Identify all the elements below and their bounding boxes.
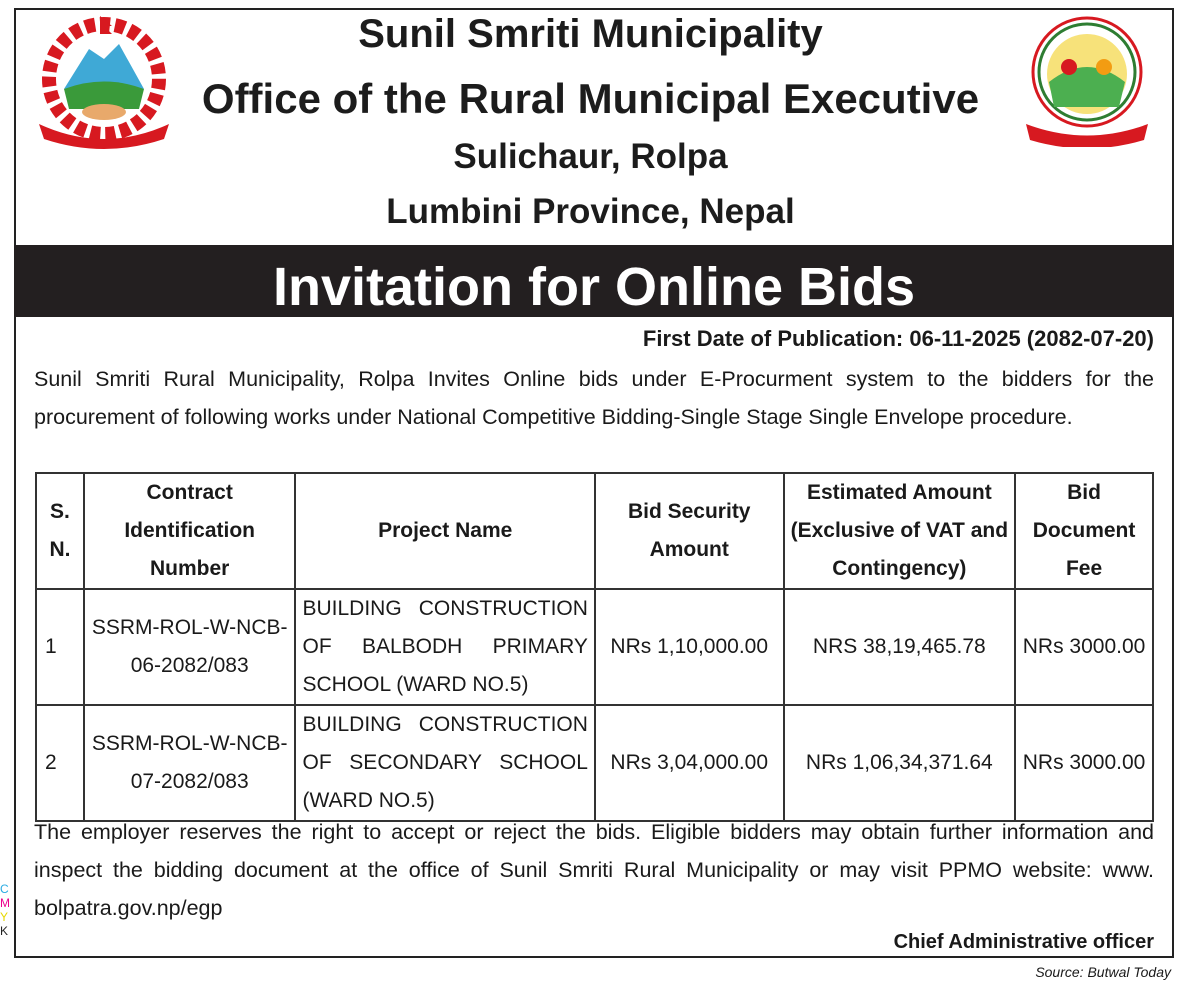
- table-row: [36, 589, 1153, 705]
- header-sn: S. N.: [36, 473, 84, 589]
- header-contract-id: Contract Identification Number: [84, 473, 296, 589]
- cmyk-print-marks: [0, 882, 10, 938]
- cell-document-fee: NRs 3000.00: [1015, 589, 1153, 705]
- header-project-name: Project Name: [295, 473, 594, 589]
- header-estimated-amount: Estimated Amount (Exclusive of VAT and Contingency): [784, 473, 1016, 589]
- cell-bid-security: NRs 3,04,000.00: [595, 705, 784, 821]
- cell-project-name: BUILDING CONSTRUCTION OF BALBODH PRIMARY SCHOOL (WARD NO.5): [295, 589, 594, 705]
- header-document-fee: Bid Document Fee: [1015, 473, 1153, 589]
- municipality-name: Sunil Smriti Municipality: [358, 12, 823, 56]
- notice-title-banner: Invitation for Online Bids: [14, 245, 1174, 317]
- publication-date: First Date of Publication: 06-11-2025 (2082-07-20): [642, 326, 1154, 351]
- cell-estimated-amount: NRs 1,06,34,371.64: [784, 705, 1016, 821]
- cell-sn: 2: [36, 705, 84, 821]
- cell-contract-id: SSRM-ROL-W-NCB-07-2082/083: [84, 705, 296, 821]
- cmyk-c: C: [0, 882, 9, 896]
- closing-paragraph: The employer reserves the right to accept or reject the bids. Eligible bidders may obtain further information and inspect the bidding document at the office of Sunil Smriti Rural Municipality or may visit PPMO website: www. bolpatra.gov.np/egp: [34, 820, 1154, 920]
- cell-bid-security: NRs 1,10,000.00: [595, 589, 784, 705]
- bids-table: [35, 472, 1154, 822]
- office-address: Sulichaur, Rolpa: [453, 137, 728, 176]
- table-row: [36, 705, 1153, 821]
- cell-project-name: BUILDING CONSTRUCTION OF SECONDARY SCHOOL (WARD NO.5): [295, 705, 594, 821]
- signatory: Chief Administrative officer: [893, 931, 1154, 953]
- table-header-row: [36, 473, 1153, 589]
- source-credit: Source: Butwal Today: [1035, 964, 1171, 980]
- cell-document-fee: NRs 3000.00: [1015, 705, 1153, 821]
- cell-estimated-amount: NRS 38,19,465.78: [784, 589, 1016, 705]
- cmyk-m: M: [0, 896, 10, 910]
- province-country: Lumbini Province, Nepal: [386, 192, 795, 231]
- cell-contract-id: SSRM-ROL-W-NCB-06-2082/083: [84, 589, 296, 705]
- cmyk-k: K: [0, 924, 9, 938]
- header-bid-security: Bid Security Amount: [595, 473, 784, 589]
- office-name: Office of the Rural Municipal Executive: [201, 75, 980, 122]
- cell-sn: 1: [36, 589, 84, 705]
- cmyk-y: Y: [0, 910, 9, 924]
- intro-paragraph: Sunil Smriti Rural Municipality, Rolpa Invites Online bids under E-Procurment system to the bidders for the procurement of following works under National Competitive Bidding-Single Stage Single Envelope procedure.: [34, 367, 1154, 429]
